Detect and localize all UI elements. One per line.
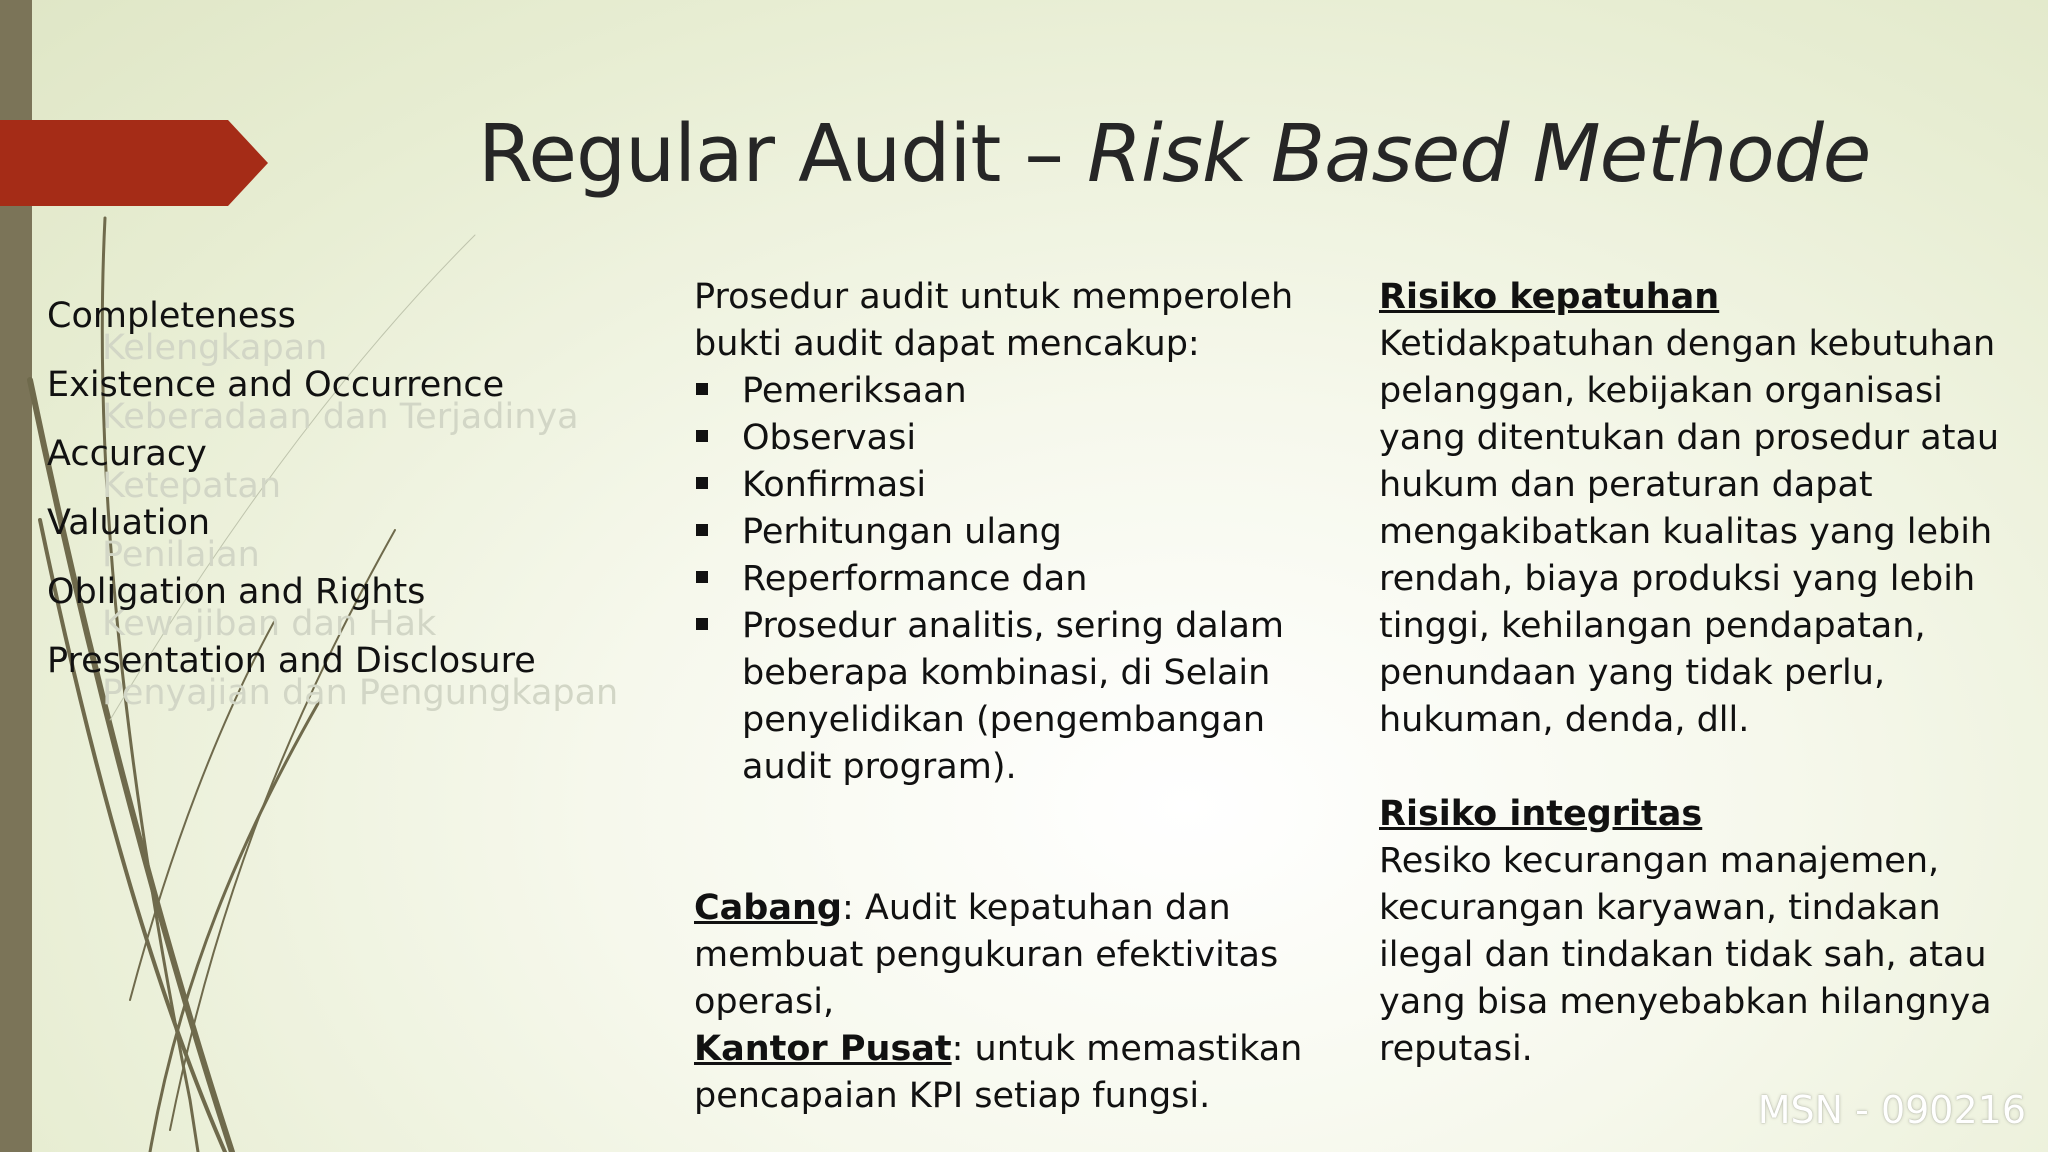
audit-procedures-column <box>694 274 1334 1120</box>
list-item <box>694 556 1334 603</box>
integrity-risk-text: Resiko kecurangan manajemen, kecurangan karyawan, tindakan ilegal dan tindakan tidak sah, atau yang bisa menyebabkan hilangnya reputasi. <box>1379 841 1992 1069</box>
hq-text: : untuk memastikan pencapaian KPI setiap fungsi. <box>694 1029 1303 1116</box>
square-bullet-icon <box>696 430 708 442</box>
title-text: Regular Audit – <box>478 108 1088 200</box>
assertion-item <box>47 503 647 575</box>
assertion-label: Valuation <box>47 503 211 543</box>
assertion-item <box>47 365 647 437</box>
procedure-text: Reperformance dan <box>742 559 1088 599</box>
title-accent-tab <box>0 120 270 206</box>
assertion-label: Completeness <box>47 296 296 336</box>
list-item <box>694 462 1334 509</box>
assertion-item <box>47 296 647 368</box>
procedure-text: Observasi <box>742 418 917 458</box>
assertion-translation: Kelengkapan <box>102 328 328 368</box>
procedure-text: Prosedur analitis, sering dalam beberapa kombinasi, di Selain penyelidikan (pengembangan audit program). <box>742 606 1285 787</box>
square-bullet-icon <box>696 524 708 536</box>
assertion-label: Obligation and Rights <box>47 572 426 612</box>
square-bullet-icon <box>696 383 708 395</box>
square-bullet-icon <box>696 618 708 630</box>
compliance-risk-heading: Risiko kepatuhan <box>1379 277 1720 317</box>
branch-text: : Audit kepatuhan dan membuat pengukuran efektivitas operasi, <box>694 888 1279 1022</box>
list-item <box>694 415 1334 462</box>
footer-code: MSN - 090216 <box>1757 1088 2026 1132</box>
list-item <box>694 509 1334 556</box>
square-bullet-icon <box>696 571 708 583</box>
compliance-risk-text: Ketidakpatuhan dengan kebutuhan pelanggan, kebijakan organisasi yang ditentukan dan prosedur atau hukum dan peraturan dapat mengakibatkan kualitas yang lebih rendah, biaya produksi yang lebih tinggi, kehilangan pendapatan, penundaan yang tidak perlu, hukuman, denda, dll. <box>1379 324 2000 740</box>
slide-title <box>478 108 1870 200</box>
procedure-text: Pemeriksaan <box>742 371 967 411</box>
assertion-translation: Penyajian dan Pengungkapan <box>102 673 619 713</box>
procedures-list <box>694 368 1334 791</box>
procedures-intro: Prosedur audit untuk memperoleh bukti audit dapat mencakup: <box>694 277 1294 364</box>
risk-column <box>1379 274 2039 1073</box>
assertion-label: Existence and Occurrence <box>47 365 505 405</box>
assertion-item <box>47 641 647 713</box>
hq-label: Kantor Pusat <box>694 1029 952 1069</box>
assertion-label: Accuracy <box>47 434 207 474</box>
spacer <box>694 791 1334 885</box>
procedure-text: Konfirmasi <box>742 465 927 505</box>
title-italic-text: Risk Based Methode <box>1087 108 1871 200</box>
hq-paragraph <box>694 1026 1334 1120</box>
list-item <box>694 603 1334 791</box>
square-bullet-icon <box>696 477 708 489</box>
integrity-risk-heading: Risiko integritas <box>1379 794 1703 834</box>
branch-label: Cabang <box>694 888 842 928</box>
spacer <box>1379 744 2039 791</box>
assertion-translation: Ketepatan <box>102 466 282 506</box>
assertion-item <box>47 434 647 506</box>
assertion-item <box>47 572 647 644</box>
list-item <box>694 368 1334 415</box>
assertions-list <box>47 296 647 713</box>
procedure-text: Perhitungan ulang <box>742 512 1062 552</box>
assertion-label: Presentation and Disclosure <box>47 641 536 681</box>
branch-paragraph <box>694 885 1334 1026</box>
assertion-translation: Keberadaan dan Terjadinya <box>102 397 579 437</box>
assertion-translation: Kewajiban dan Hak <box>102 604 437 644</box>
assertion-translation: Penilaian <box>102 535 260 575</box>
